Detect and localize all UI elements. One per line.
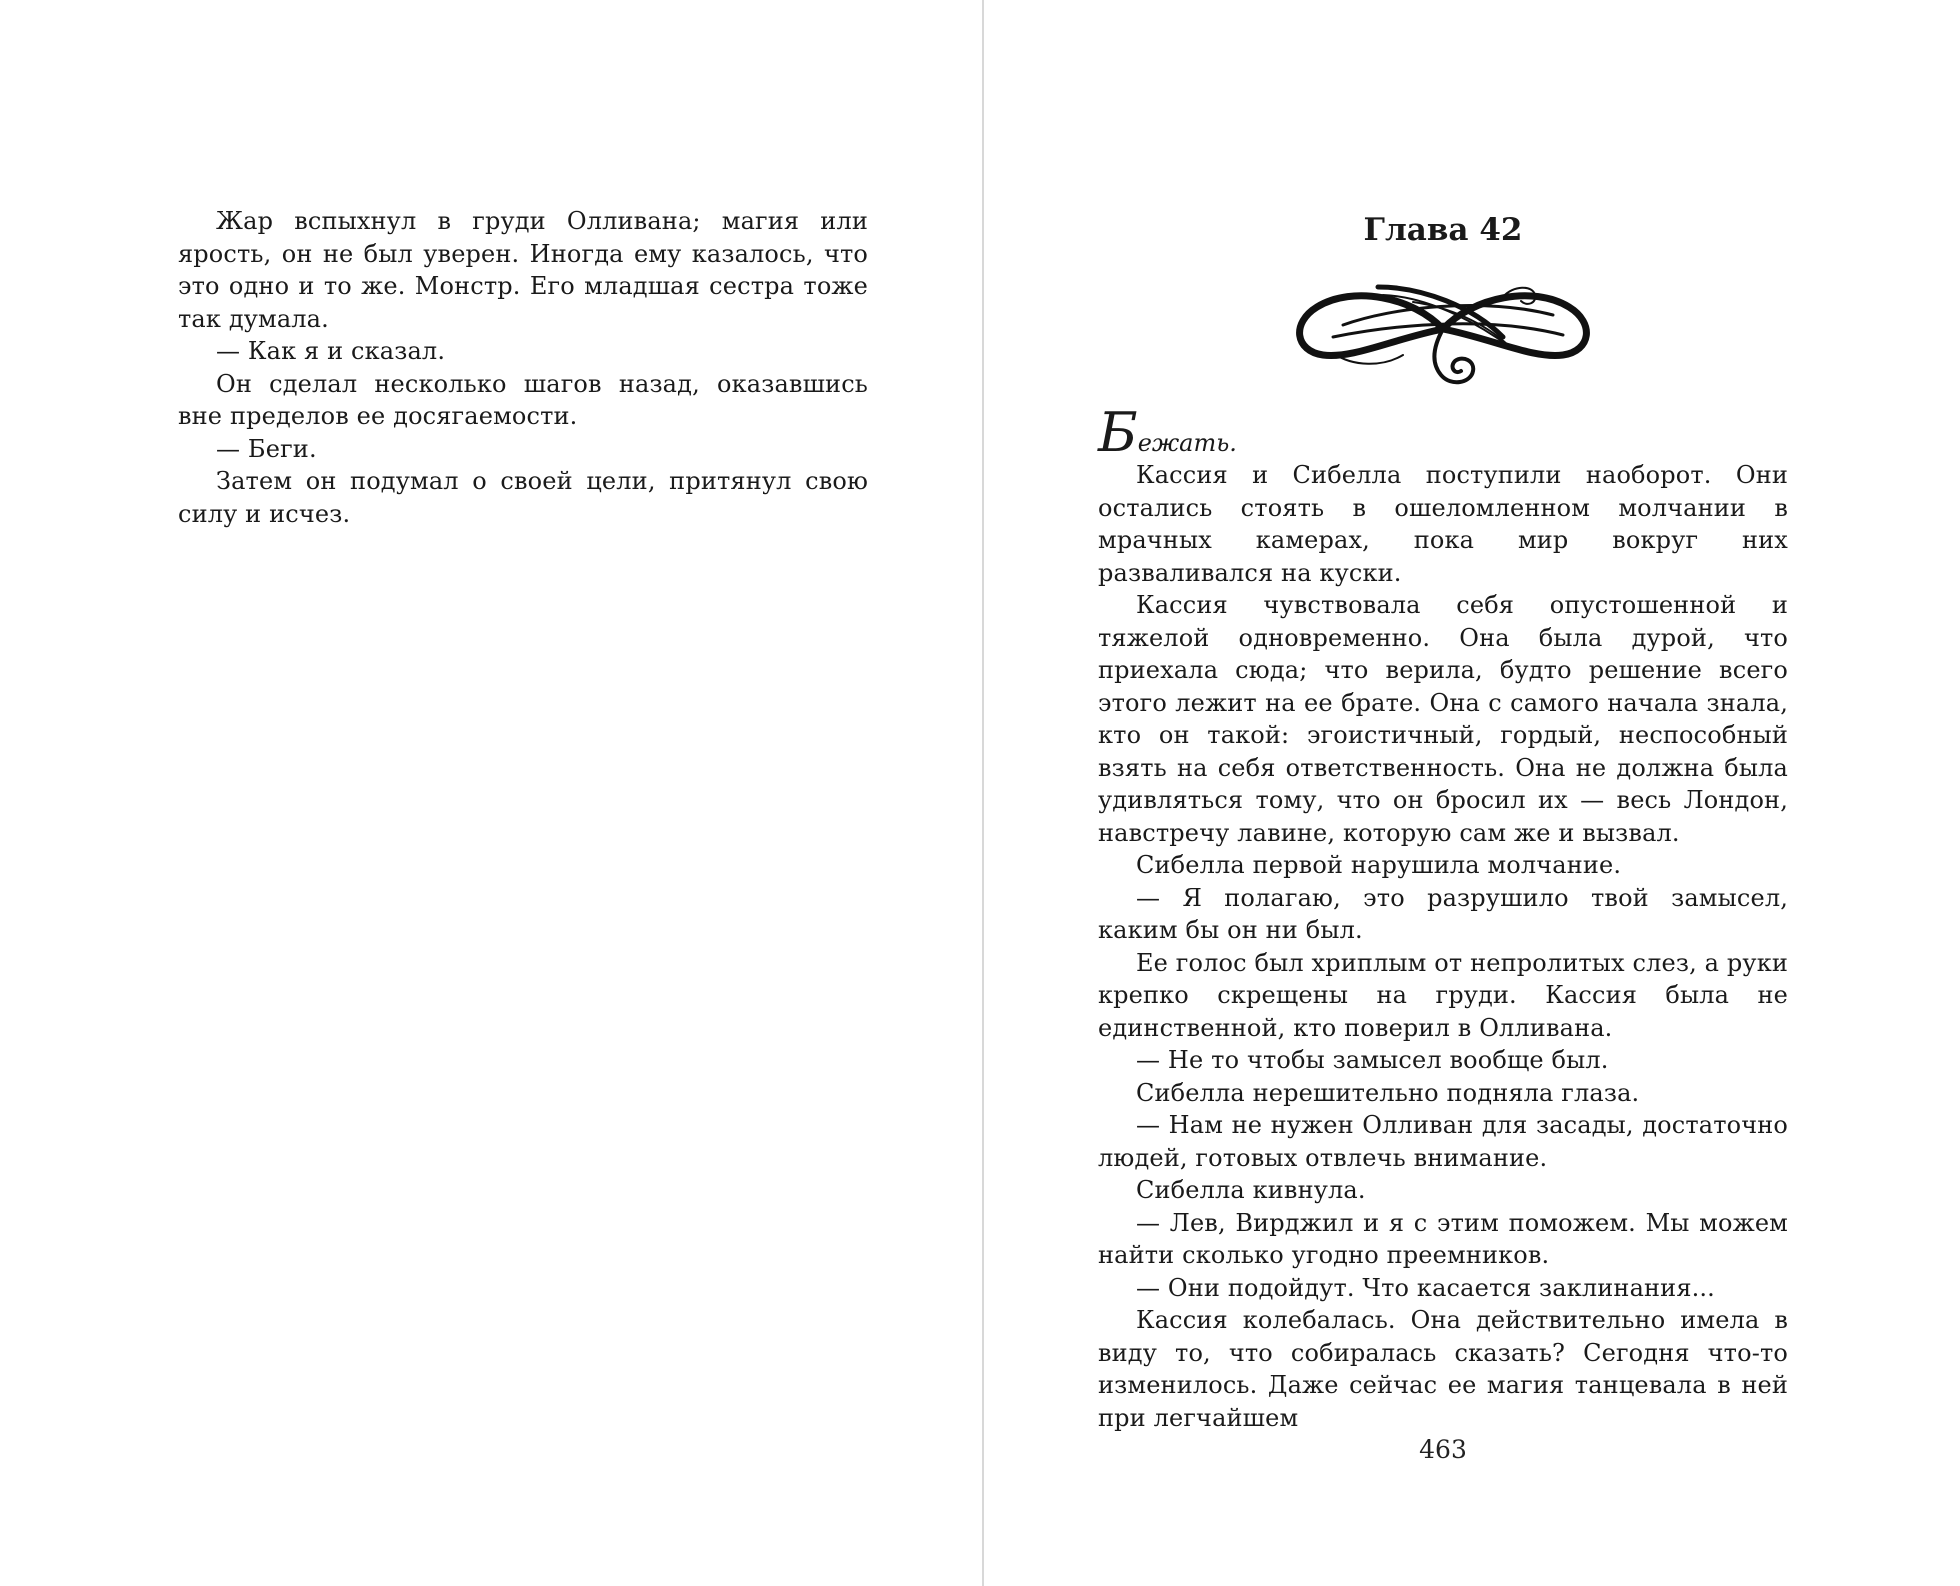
right-paragraph: Сибелла нерешительно подняла глаза.: [1136, 1078, 1640, 1107]
lead-word: ежать.: [1137, 429, 1237, 457]
right-paragraph: — Лев, Вирджил и я с этим поможем. Мы можем найти сколько угодно преемников.: [1098, 1208, 1788, 1269]
page-gutter: [982, 0, 984, 1586]
right-paragraph: Сибелла первой нарушила молчание.: [1136, 851, 1622, 879]
right-paragraph: — Они подойдут. Что касается заклинания...: [1136, 1273, 1715, 1302]
left-page: [178, 205, 868, 530]
left-paragraph: — Как я и сказал.: [216, 337, 446, 365]
right-paragraph: — Нам не нужен Олливан для засады, достаточно людей, готовых отвлечь внимание.: [1098, 1111, 1788, 1172]
left-paragraph: Затем он подумал о своей цели, притянул свою силу и исчез.: [178, 467, 868, 528]
drop-cap: Б: [1098, 401, 1138, 464]
right-paragraph: — Не то чтобы замысел вообще был.: [1136, 1046, 1609, 1074]
left-paragraph: Он сделал несколько шагов назад, оказавшись вне пределов ее досягаемости.: [178, 369, 868, 430]
right-paragraph: Ее голос был хриплым от непролитых слез, а руки крепко скрещены на груди. Кассия была не единственной, кто поверил в Олливана.: [1098, 948, 1788, 1042]
page-number: 463: [1419, 1435, 1467, 1464]
chapter-title: Глава 42: [1363, 212, 1523, 248]
left-paragraph: Жар вспыхнул в груди Олливана; магия или ярость, он не был уверен. Иногда ему казалось, что это одно и то же. Монстр. Его младшая сестра тоже так думала.: [178, 207, 868, 333]
right-paragraph: Сибелла кивнула.: [1136, 1176, 1366, 1204]
right-page: [1098, 205, 1788, 1434]
right-paragraph: Кассия чувствовала себя опустошенной и тяжелой одновременно. Она была дурой, что приехала сюда; что верила, будто решение всего этого лежит на ее брате. Она с самого начала знала, кто он такой: эгоистичный, гордый, неспособный взять на себя ответственность. Она не должна была удивляться тому, что он бросил их — весь Лондон, навстречу лавине, которую сам же и вызвал.: [1098, 591, 1788, 847]
left-paragraph: — Беги.: [216, 434, 317, 463]
right-paragraph: Кассия и Сибелла поступили наоборот. Они остались стоять в ошеломленном молчании в мрачных камерах, пока мир вокруг них разваливался на куски.: [1098, 461, 1788, 587]
flourish-ornament-icon: [1283, 267, 1603, 407]
right-paragraph: Кассия колебалась. Она действительно имела в виду то, что собиралась сказать? Сегодня что-то изменилось. Даже сейчас ее магия танцевала в ней при легчайшем: [1098, 1306, 1788, 1432]
right-paragraph: — Я полагаю, это разрушило твой замысел, каким бы он ни был.: [1098, 883, 1788, 944]
chapter-lead: [1098, 401, 1788, 464]
